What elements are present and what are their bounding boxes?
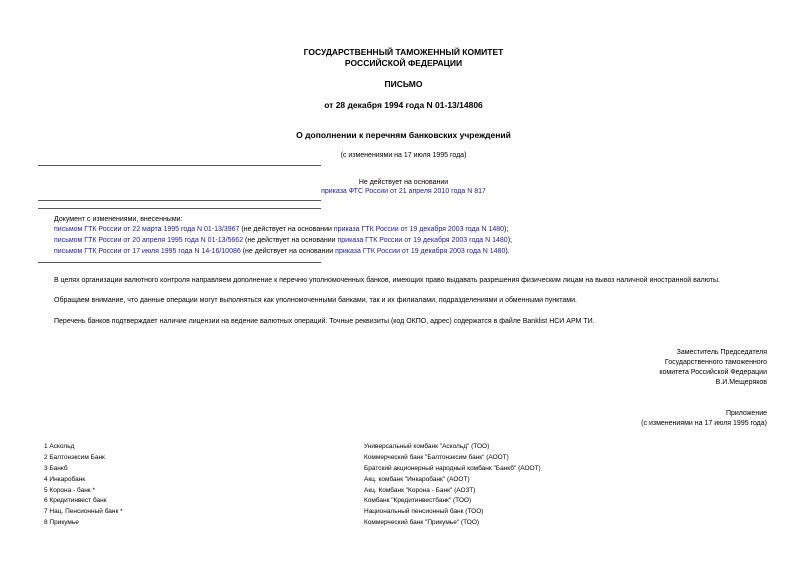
status-text: Не действует на основании: [358, 179, 449, 186]
divider: [38, 262, 321, 263]
divider: [38, 200, 321, 201]
bank-short-name: 2 Балтонэксим Банк: [44, 454, 105, 461]
amending-letter-link[interactable]: письмом ГТК России от 22 марта 1995 года N 01-13/3967: [54, 226, 240, 233]
bank-full-name: Коммерческий банк "Прикумье" (ТОО): [364, 519, 480, 526]
repeal-order-link[interactable]: приказа ГТК России от 19 декабря 2003 года N 1480: [335, 248, 506, 255]
body-paragraph: В целях организации валютного контроля направляем дополнение к перечню уполномоченных банков, имеющих право выдавать разрешения физическим лицам на вывоз наличной иностранной валюты.: [54, 277, 720, 284]
bank-short-name: 6 Кредитинвест банк: [44, 497, 107, 504]
bank-short-name: 3 Банкб: [44, 465, 68, 472]
bank-full-name: Универсальный комбанк "Аскольд" (ТОО): [364, 443, 490, 450]
bank-full-name: Акц. комбанк "Инкаробанк" (АООТ): [364, 476, 470, 483]
body-paragraph: Обращаем внимание, что данные операции могут выполняться как уполномоченными банками, так и их филиалами, подразделениями и обменными пунктами.: [54, 297, 577, 304]
signature-org: Государственного таможенного: [664, 359, 767, 366]
changes-item: письмом ГТК России от 17 июля 1995 года N 14-16/10086 (не действует на основании приказа ГТК России от 19 декабря 2003 года N 1480).: [54, 248, 510, 255]
page-title: О дополнении к перечням банковских учреждений: [296, 130, 511, 140]
repeal-order-link[interactable]: приказа ГТК России от 19 декабря 2003 года N 1480: [333, 226, 505, 233]
amending-letter-link[interactable]: письмом ГТК России от 17 июля 1995 года N 14-16/10086: [54, 248, 241, 255]
changes-item: письмом ГТК России от 22 марта 1995 года N 01-13/3967 (не действует на основании приказа ГТК России от 19 декабря 2003 года N 1480);: [54, 226, 509, 233]
org-name-line1: ГОСУДАРСТВЕННЫЙ ТАМОЖЕННЫЙ КОМИТЕТ: [303, 47, 504, 57]
body-paragraph: Перечень банков подтверждает наличие лицензии на ведение валютных операций. Точные реквизиты (код ОКПО, адрес) содержатся в файле Banklist НСИ АРМ ТИ.: [54, 318, 595, 325]
signature-name: В.И.Мещеряков: [715, 379, 767, 386]
bank-full-name: Комбанк "Кредитинвестбанк" (ТОО): [364, 497, 472, 504]
bank-short-name: 8 Прикумье: [44, 519, 79, 526]
changes-item: письмом ГТК России от 20 апреля 1995 года N 01-13/5662 (не действует на основании приказа ГТК России от 19 декабря 2003 года N 1480);: [54, 237, 512, 244]
signature-org: комитета Российской Федерации: [659, 369, 767, 376]
divider: [38, 165, 321, 166]
bank-short-name: 5 Корона - банк *: [44, 487, 95, 494]
doc-type: ПИСЬМО: [384, 79, 423, 89]
appendix-label: Приложение: [725, 410, 767, 417]
amending-letter-link[interactable]: письмом ГТК России от 20 апреля 1995 года N 01-13/5662: [54, 237, 244, 244]
signature-position: Заместитель Председателя: [676, 349, 767, 356]
divider: [38, 208, 321, 209]
bank-full-name: Братский акционерный народный комбанк "Банкб" (АООТ): [364, 465, 541, 472]
doc-date-number: от 28 декабря 1994 года N 01-13/14806: [324, 100, 483, 110]
bank-short-name: 7 Нац. Пенсионный банк *: [44, 508, 123, 515]
repeal-order-link[interactable]: приказа ГТК России от 19 декабря 2003 года N 1480: [337, 237, 508, 244]
changes-intro: Документ с изменениями, внесенными:: [54, 216, 183, 223]
changes-note: (с изменениями на 17 июля 1995 года): [340, 152, 467, 159]
status-order-link[interactable]: приказа ФТС России от 21 апреля 2010 года N 817: [321, 188, 486, 195]
bank-short-name: 1 Аскольд: [44, 443, 75, 450]
bank-full-name: Коммерческий банк "Балтонэксим банк" (АООТ): [364, 454, 509, 461]
bank-short-name: 4 Инкаробанк: [44, 476, 86, 483]
bank-full-name: Акц. Комбанк "Корона - Банк" (АОЗТ): [364, 487, 476, 494]
appendix-note: (с изменениями на 17 июля 1995 года): [641, 420, 767, 427]
org-name-line2: РОССИЙСКОЙ ФЕДЕРАЦИИ: [344, 58, 463, 68]
bank-full-name: Национальный пенсионный банк (ТОО): [364, 508, 484, 515]
